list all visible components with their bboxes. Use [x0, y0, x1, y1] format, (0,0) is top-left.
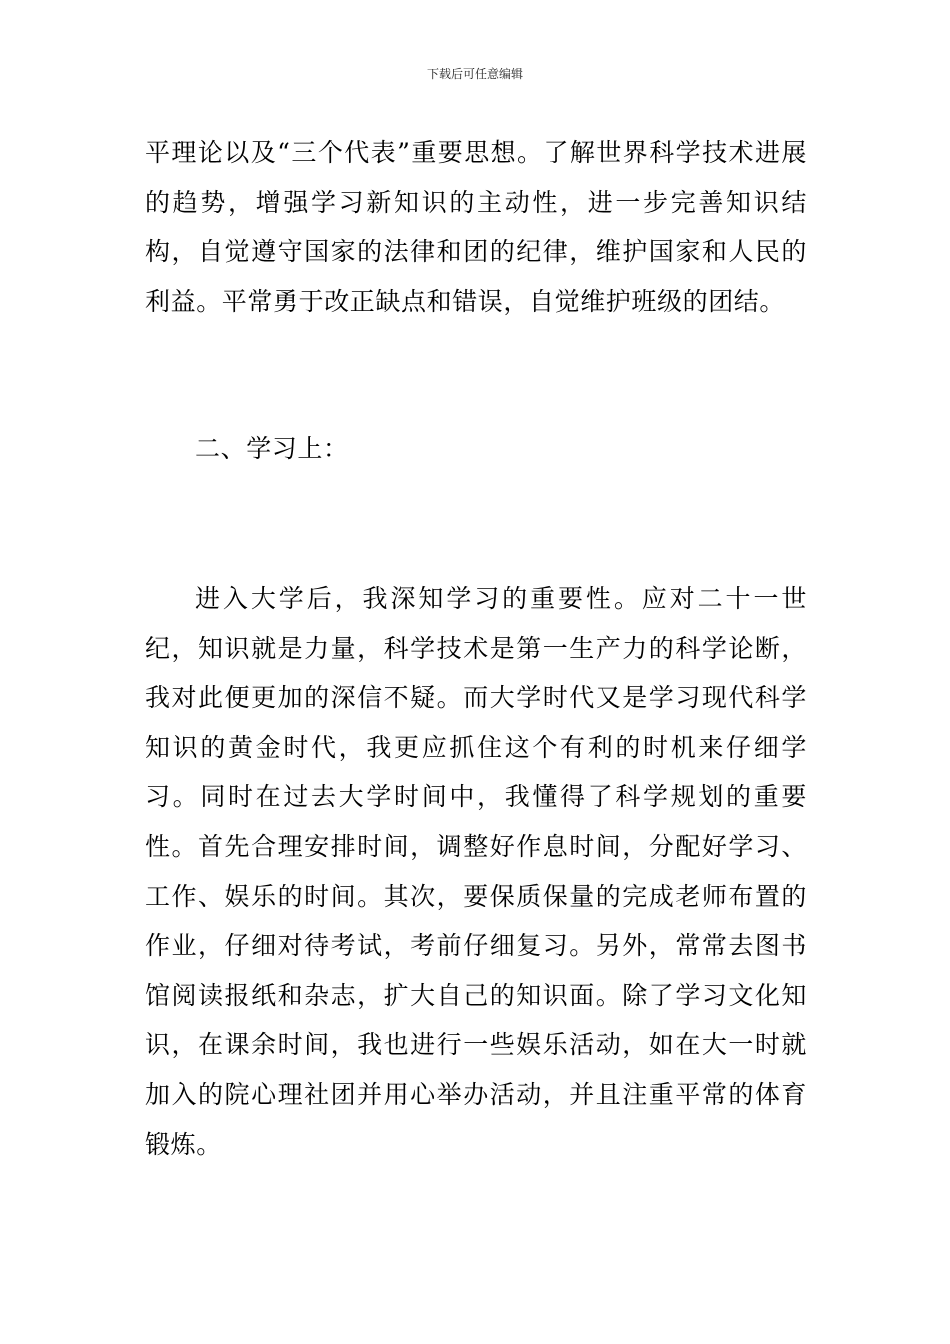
- page-header: 下载后可任意编辑: [426, 67, 523, 81]
- paragraph-continuation: 平理论以及“三个代表”重要思想。了解世界科学技术进展的趋势，增强学习新知识的主动性，进一步完善知识结构，自觉遵守国家的法律和团的纪律，维护国家和人民的利益。平常勇于改正缺点和错误，自觉维护班级的团结。: [145, 138, 807, 316]
- spacer: [145, 474, 807, 574]
- spacer: [145, 326, 807, 424]
- section-heading: 二、学习上：: [195, 434, 349, 464]
- paragraph-study: 进入大学后，我深知学习的重要性。应对二十一世纪，知识就是力量，科学技术是第一生产力的科学论断，我对此便更加的深信不疑。而大学时代又是学习现代科学知识的黄金时代，我更应抓住这个有利的时机来仔细学习。同时在过去大学时间中，我懂得了科学规划的重要性。首先合理安排时间，调整好作息时间，分配好学习、工作、娱乐的时间。其次，要保质保量的完成老师布置的作业，仔细对待考试，考前仔细复习。另外，常常去图书馆阅读报纸和杂志，扩大自己的知识面。除了学习文化知识，在课余时间，我也进行一些娱乐活动，如在大一时就加入的院心理社团并用心举办活动，并且注重平常的体育锻炼。: [145, 583, 807, 1159]
- document-body: [145, 128, 807, 1169]
